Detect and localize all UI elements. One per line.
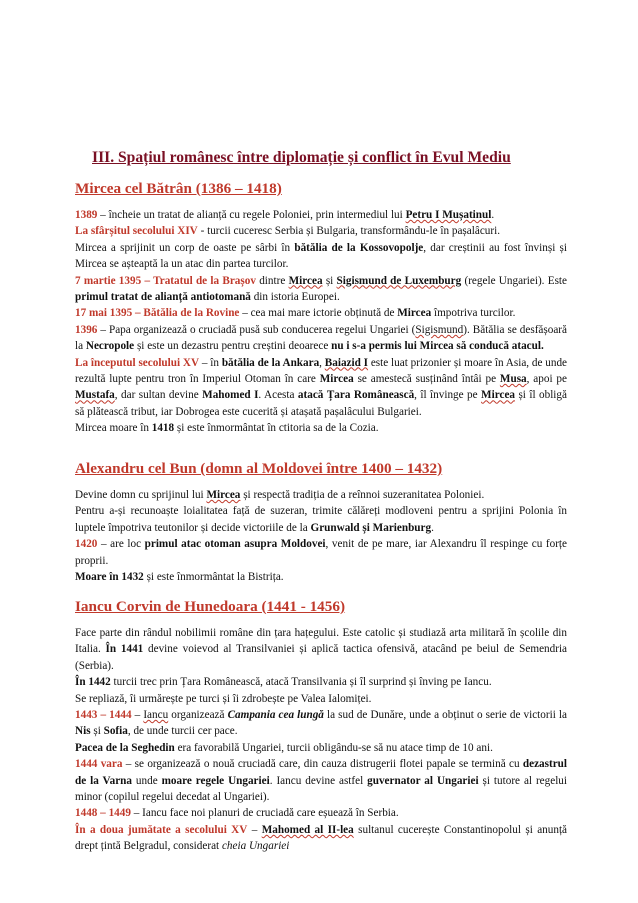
person-name: Mircea [206,489,241,501]
paragraph: În a doua jumătate a secolului XV – Mahomed al II-lea sultanul cucerește Constantinopolul și anunță drept țintă Belgradul, considerat cheia Ungariei [75,823,568,853]
person-name: Sigismund de Luxemburg [336,274,462,287]
paragraph: Mircea moare în 1418 și este înmormântat în ctitoria sa de la Cozia. [75,422,379,435]
paragraph: Pacea de la Seghedin era favorabilă Ungariei, turcii obligându-se să nu atace timp de 10 ani. [75,741,493,754]
paragraph: 1443 – 1444 – Iancu organizează Campania cea lungă la sud de Dunăre, unde a obținut o serie de victorii la Nis și Sofia, de unde turcii cer pace. [75,709,567,738]
person-name: Baiazid I [324,356,369,369]
section-body-iancu [75,625,567,855]
paragraph: 1389 – încheie un tratat de alianță cu regele Poloniei, prin intermediul lui Petru I Mușatinul. [75,209,495,221]
person-name: Sigismund [415,323,464,336]
document-title: III. Spațiul românesc între diplomație și conflict în Evul Mediu [92,149,511,166]
paragraph: Se repliază, îi urmărește pe turci și îi zdrobește pe Valea Ialomiței. [75,692,372,705]
section-mircea [75,180,567,437]
section-heading-mircea: Mircea cel Bătrân (1386 – 1418) [75,180,282,197]
paragraph: Moare în 1432 și este înmormântat la Bistrița. [75,571,284,584]
paragraph: 1448 – 1449 – Iancu face noi planuri de cruciadă care eșuează în Serbia. [75,807,399,820]
section-iancu [75,598,567,855]
paragraph: La sfârșitul secolului XIV - turcii cuceresc Serbia și Bulgaria, transformându-le în pașalâcuri. [75,225,501,238]
paragraph: Pentru a-și recunoaște loialitatea față de suzeran, trimite călăreți modloveni pentru a sprijini Polonia în luptele împotriva teutonilor și decide victoriile de la Grunwald și Marienburg. [75,505,567,534]
paragraph: 1396 – Papa organizează o cruciadă pusă sub conducerea regelui Ungariei (Sigismund). Bătălia se desfășoară la Necropole și este un dezastru pentru creștini deoarece nu i s-a permis lui Mircea să conducă atacul. [75,323,568,353]
paragraph: 17 mai 1395 – Bătălia de la Rovine – cea mai mare ictorie obținută de Mircea împotriva turcilor. [75,307,516,320]
section-alexandru [75,460,567,585]
person-name: Mircea [481,389,516,402]
paragraph: 1444 vara – se organizează o nouă cruciadă care, din cauza distrugerii flotei papale se termină cu dezastrul de la Varna unde moare regele Ungariei. Iancu devine astfel guvernator al Ungariei și tutore al regelui minor (copilul regelui decedat al Ungariei). [75,758,568,804]
person-name: Musa [499,373,527,386]
section-body-mircea [75,207,567,437]
person-name: Mircea [288,274,323,287]
person-name: Iancu [143,709,169,722]
paragraph: În 1442 turcii trec prin Țara Românească, atacă Transilvania și îl surprind și înving pe Iancu. [75,676,492,689]
paragraph: Devine domn cu sprijinul lui Mircea și respectă tradiția de a reînnoi suzeranitatea Poloniei. [75,489,485,501]
paragraph: 7 martie 1395 – Tratatul de la Brașov dintre Mircea și Sigismund de Luxemburg (regele Ungariei). Este primul tratat de alianță antiotomană din istoria Europei. [75,274,567,304]
paragraph: Mircea a sprijinit un corp de oaste pe sârbi în bătălia de la Kossovopolje, dar creștinii au fost învinși și Mircea se așteaptă la un atac din partea turcilor. [75,241,568,271]
section-heading-iancu: Iancu Corvin de Hunedoara (1441 - 1456) [75,598,346,615]
person-name: Petru I Mușatinul [405,209,492,221]
paragraph: Face parte din rândul nobilimii române din țara hațegului. Este catolic și studiază arta militară în școlile din Italia. În 1441 devine voievod al Transilvaniei și aplică tactica ofensivă, atacând pe beiul de Semendria (Serbia). [75,627,568,672]
person-name: Mahomed al II-lea [261,823,354,836]
paragraph: La începutul secolului XV – în bătălia de la Ankara, Baiazid I este luat prizonier și moare în Asia, de unde rezultă lupte pentru tron în Imperiul Otoman în care Mircea se amestecă susținând întâi pe Musa, apoi pe Mustafa, dar sultan devine Mahomed I. Acesta atacă Țara Românească, îl învinge pe Mircea și îl obligă să plătească tribut, iar Dobrogea este cucerită și atașată pașalâcului Bulgariei. [75,356,568,418]
section-heading-alexandru: Alexandru cel Bun (domn al Moldovei între 1400 – 1432) [75,460,443,477]
paragraph: 1420 – are loc primul atac otoman asupra Moldovei, venit de pe mare, iar Alexandru îl respinge cu forțe proprii. [75,538,567,567]
section-body-alexandru [75,487,567,585]
person-name: Mustafa [75,389,115,402]
